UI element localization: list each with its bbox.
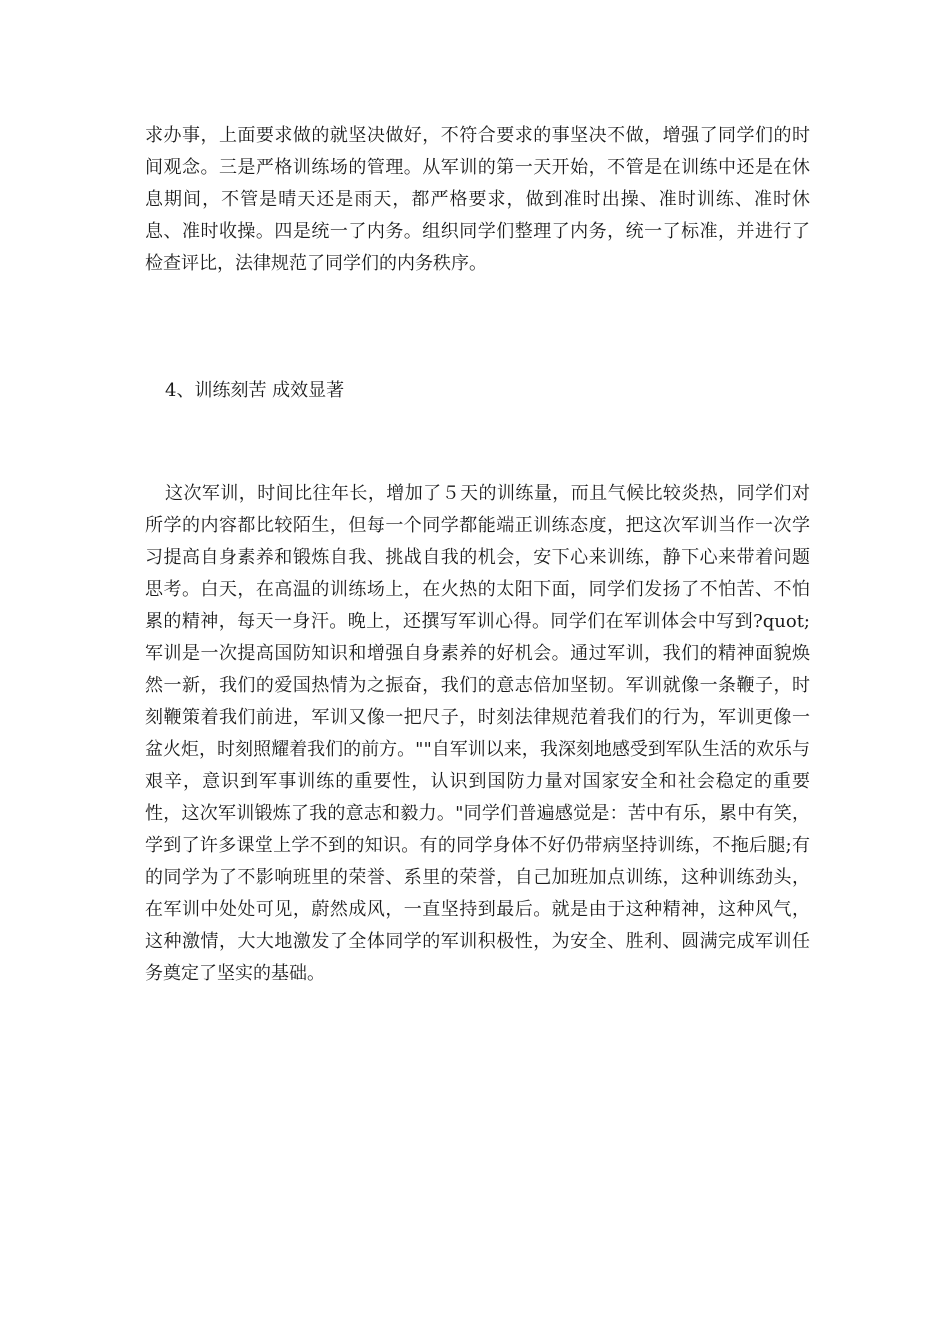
paragraph-text: 这次军训，时间比往年长，增加了５天的训练量，而且气候比较炎热，同学们对所学的内容都比较陌生，但每一个同学都能端正训练态度，把这次军训当作一次学习提高自身素养和锻炼自我、挑战自我的机会，安下心来训练，静下心来带着问题思考。白天，在高温的训练场上，在火热的太阳下面，同学们发扬了不怕苦、不怕累的精神，每天一身汗。晚上，还撰写军训心得。同学们在军训体会中写到?quot;军训是一次提高国防知识和增强自身素养的好机会。通过军训，我们的精神面貌焕然一新，我们的爱国热情为之振奋，我们的意志倍加坚韧。军训就像一条鞭子，时刻鞭策着我们前进，军训又像一把尺子，时刻法律规范着我们的行为，军训更像一盆火炬，时刻照耀着我们的前方。""自军训以来，我深刻地感受到军队生活的欢乐与艰辛，意识到军事训练的重要性，认识到国防力量对国家安全和社会稳定的重要性，这次军训锻炼了我的意志和毅力。"同学们普遍感觉是：苦中有乐，累中有笑，学到了许多课堂上学不到的知识。有的同学身体不好仍带病坚持训练，不拖后腿;有的同学为了不影响班里的荣誉、系里的荣誉，自己加班加点训练，这种训练劲头，在军训中处处可见，蔚然成风，一直坚持到最后。就是由于这种精神，这种风气，这种激情，大大地激发了全体同学的军训积极性，为安全、胜利、圆满完成军训任务奠定了坚实的基础。 (145, 483, 810, 984)
paragraph-text: 求办事，上面要求做的就坚决做好，不符合要求的事坚决不做，增强了同学们的时间观念。三是严格训练场的管理。从军训的第一天开始，不管是在训练中还是在休息期间，不管是晴天还是雨天，都严格要求，做到准时出操、准时训练、准时休息、准时收操。四是统一了内务。组织同学们整理了内务，统一了标准，并进行了检查评比，法律规范了同学们的内务秩序。 (145, 125, 810, 274)
section-heading: 4、训练刻苦 成效显著 (165, 380, 345, 401)
